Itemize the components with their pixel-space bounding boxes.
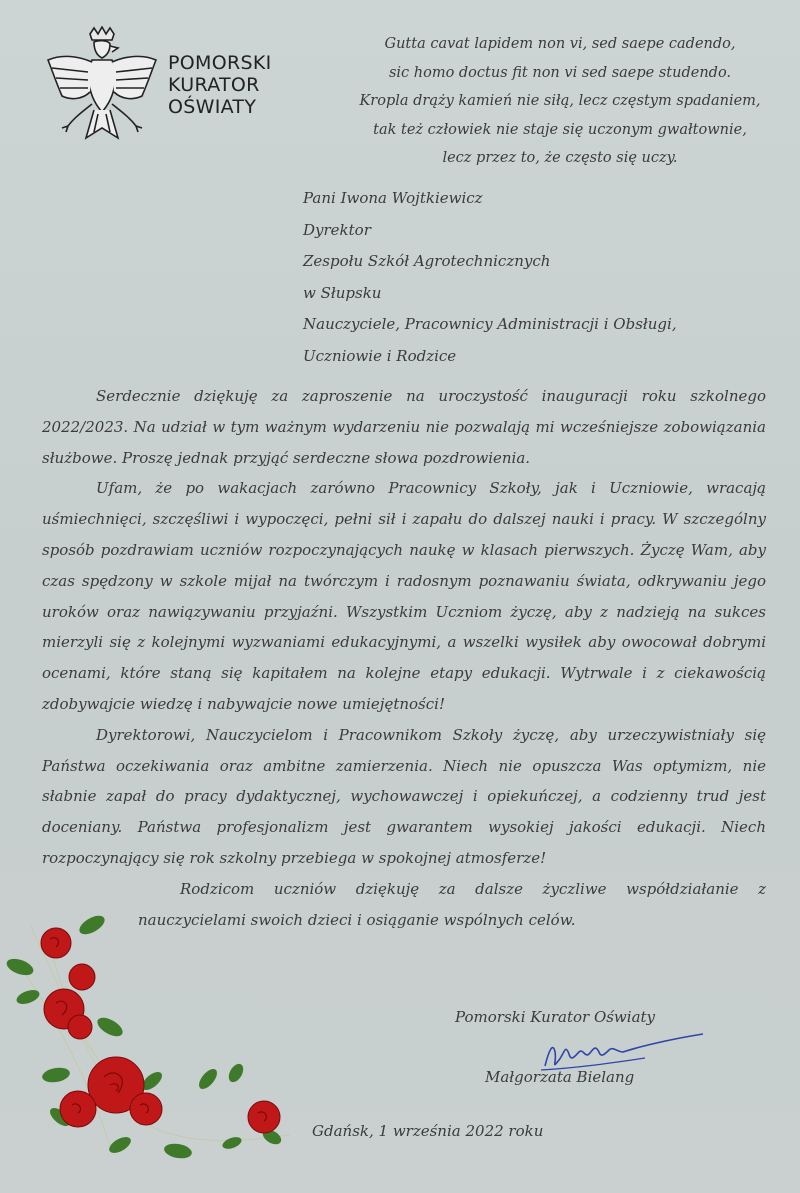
letter-body [42, 381, 766, 935]
motto-line: Kropla drąży kamień nie siłą, lecz częstym spadaniem, [359, 93, 761, 109]
motto-line: tak też człowiek nie staje się uczonym gwałtownie, [373, 121, 747, 138]
recipient-line: Zespołu Szkół Agrotechnicznych [303, 252, 551, 270]
org-line-2: KURATOR [168, 74, 260, 96]
recipient-line: Pani Iwona Wojtkiewicz [303, 189, 483, 207]
signature-block [455, 1008, 656, 1086]
recipient-line: Uczniowie i Rodzice [303, 346, 457, 365]
motto [330, 30, 790, 173]
recipient-line: w Słupsku [303, 283, 382, 302]
org-line-3: OŚWIATY [168, 96, 257, 118]
body-paragraph: Serdecznie dziękuję za zaproszenie na uroczystość inauguracji roku szkolnego 2022/2023. Na udział w tym ważnym wydarzeniu nie pozwalają mi wcześniejsze zobowiązania służbowe. Proszę jednak przyjąć serdeczne słowa pozdrowienia. [42, 387, 766, 467]
motto-line: sic homo doctus fit non vi sed saepe studendo. [388, 64, 732, 81]
motto-line: lecz przez to, że często się uczy. [442, 150, 678, 166]
polish-white-eagle-icon [42, 26, 162, 156]
handwritten-signature-icon [535, 1030, 715, 1090]
signatory-title: Pomorski Kurator Oświaty [455, 1008, 656, 1026]
red-roses-icon [0, 905, 300, 1193]
signatory-name: Małgorzata Bielang [485, 1068, 635, 1086]
place-and-date: Gdańsk, 1 września 2022 roku [312, 1122, 544, 1140]
recipient-line: Nauczyciele, Pracownicy Administracji i Obsługi, [303, 315, 677, 333]
recipients-block [303, 183, 677, 372]
body-paragraph: Dyrektorowi, Nauczycielom i Pracownikom Szkoły życzę, aby urzeczywistniały się Państwa oczekiwania oraz ambitne zamierzenia. Niech nie opuszcza Was optymizm, nie słabnie zapał do pracy dydaktycznej, wychowawczej i opiekuńczej, a codzienny trud jest doceniany. Państwa profesjonalizm jest gwarantem wysokiej jakości edukacji. Niech rozpoczynający się rok szkolny przebiega w spokojnej atmosferze! [42, 725, 766, 867]
organization-name [168, 52, 272, 118]
body-paragraph: Rodzicom uczniów dziękuję za dalsze życzliwe współdziałanie z nauczycielami swoich dzieci i osiąganie wspólnych celów. [138, 879, 766, 929]
body-paragraph: Ufam, że po wakacjach zarówno Pracownicy Szkoły, jak i Uczniowie, wracają uśmiechnięci, szczęśliwi i wypoczęci, pełni sił i zapału do dalszej nauki i pracy. W szczególny sposób pozdrawiam uczniów rozpoczynających naukę w klasach pierwszych. Życzę Wam, aby czas spędzony w szkole mijał na twórczym i radosnym poznawaniu świata, odkrywaniu jego uroków oraz nawiązywaniu przyjaźni. Wszystkim Uczniom życzę, aby z nadzieją na sukces mierzyli się z kolejnymi wyzwaniami edukacyjnymi, a wszelki wysiłek aby owocował dobrymi ocenami, które staną się kapitałem na kolejne etapy edukacji. Wytrwale i z ciekawością zdobywajcie wiedzę i nabywajcie nowe umiejętności! [42, 479, 766, 713]
recipient-line: Dyrektor [303, 220, 371, 239]
motto-line: Gutta cavat lapidem non vi, sed saepe cadendo, [384, 36, 736, 52]
org-line-1: POMORSKI [168, 52, 272, 74]
